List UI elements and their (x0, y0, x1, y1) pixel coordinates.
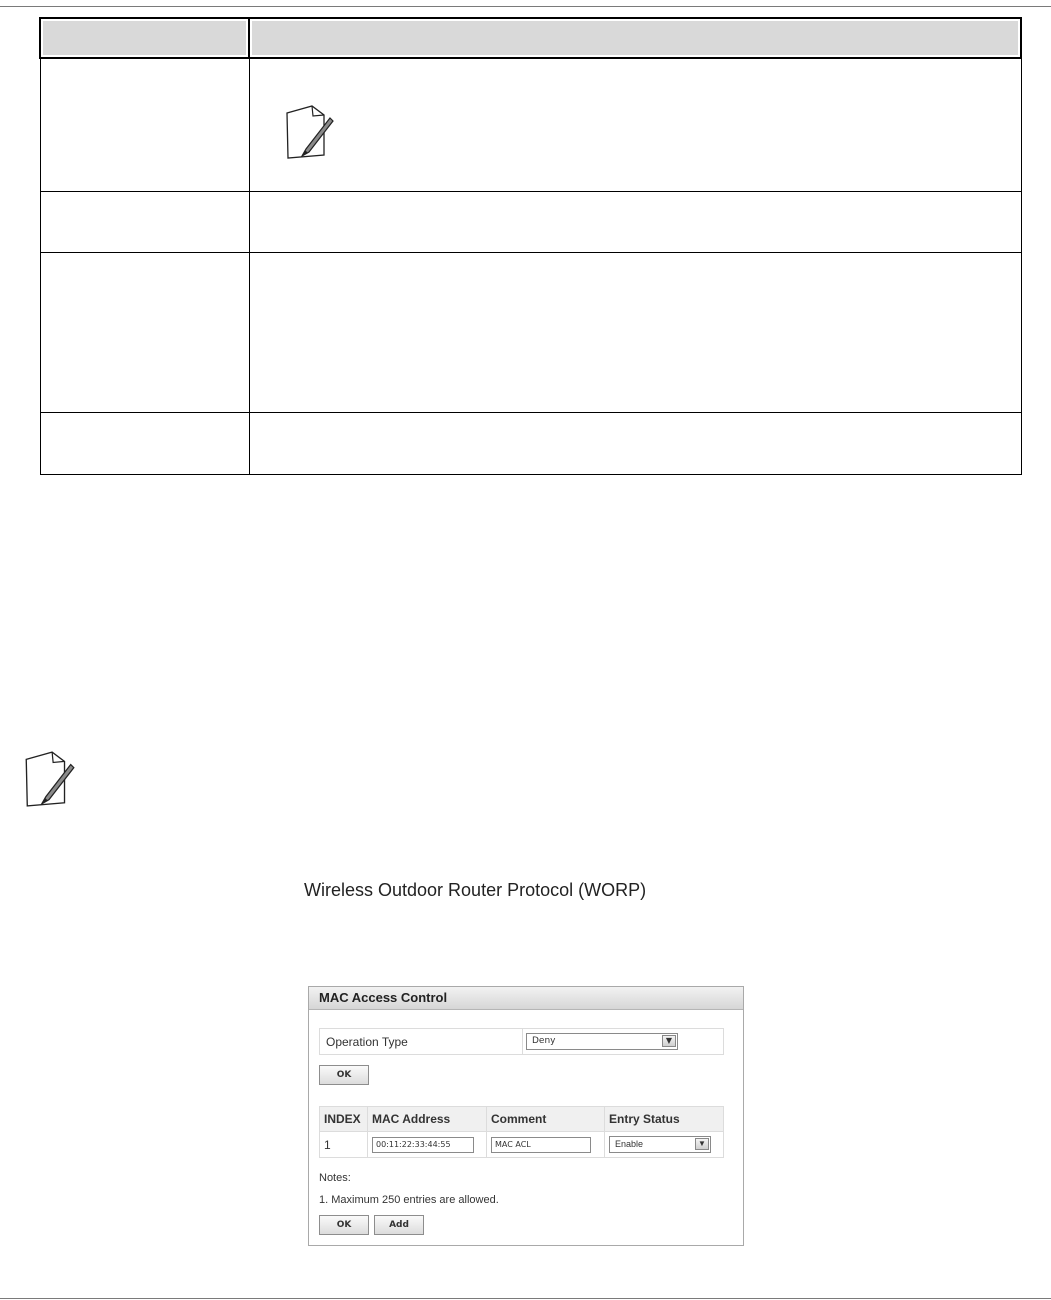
entry-status-value: Enable (615, 1139, 644, 1149)
note-pencil-icon (23, 749, 75, 809)
top-rule (0, 6, 1051, 7)
mac-acl-table (319, 1106, 724, 1158)
header-comment: Comment (487, 1107, 605, 1132)
table-cell (40, 191, 249, 252)
header-index: INDEX (320, 1107, 368, 1132)
parameter-table (39, 17, 1022, 475)
bottom-rule (0, 1298, 1051, 1299)
notes-label: Notes: (319, 1172, 351, 1184)
operation-type-row (319, 1028, 724, 1055)
table-row (40, 58, 1021, 191)
note-pencil-icon (284, 103, 334, 161)
acl-header-row (320, 1107, 724, 1132)
table-cell (249, 412, 1021, 474)
table-header-cell-1 (40, 18, 249, 58)
operation-type-select[interactable] (526, 1033, 678, 1050)
table-cell (249, 191, 1021, 252)
table-cell (40, 252, 249, 412)
ok-button[interactable]: OK (319, 1065, 369, 1085)
chevron-down-icon[interactable]: ▼ (662, 1035, 676, 1047)
add-button[interactable]: Add (374, 1215, 424, 1235)
divider (522, 1029, 523, 1054)
panel-title: MAC Access Control (309, 987, 743, 1010)
table-row (40, 412, 1021, 474)
mac-access-control-panel (308, 986, 744, 1246)
operation-type-value: Deny (532, 1036, 556, 1046)
comment-cell (487, 1132, 605, 1158)
header-mac-address: MAC Address (368, 1107, 487, 1132)
header-entry-status: Entry Status (605, 1107, 724, 1132)
table-row (40, 191, 1021, 252)
chevron-down-icon[interactable]: ▼ (695, 1138, 709, 1150)
table-row (40, 252, 1021, 412)
entry-status-select[interactable] (609, 1136, 711, 1153)
note-item: 1. Maximum 250 entries are allowed. (319, 1194, 499, 1206)
mac-address-input[interactable]: 00:11:22:33:44:55 (372, 1137, 474, 1153)
ok-button-bottom[interactable]: OK (319, 1215, 369, 1235)
status-cell (605, 1132, 724, 1158)
table-cell (249, 58, 1021, 191)
figure-caption: Wireless Outdoor Router Protocol (WORP) (304, 880, 647, 900)
row-index: 1 (320, 1132, 368, 1158)
mac-cell (368, 1132, 487, 1158)
table-cell (40, 58, 249, 191)
comment-input[interactable]: MAC ACL (491, 1137, 591, 1153)
table-row (320, 1132, 724, 1158)
table-cell (40, 412, 249, 474)
table-header-row (40, 18, 1021, 58)
table-header-cell-2 (249, 18, 1021, 58)
operation-type-label: Operation Type (326, 1035, 408, 1049)
table-cell (249, 252, 1021, 412)
